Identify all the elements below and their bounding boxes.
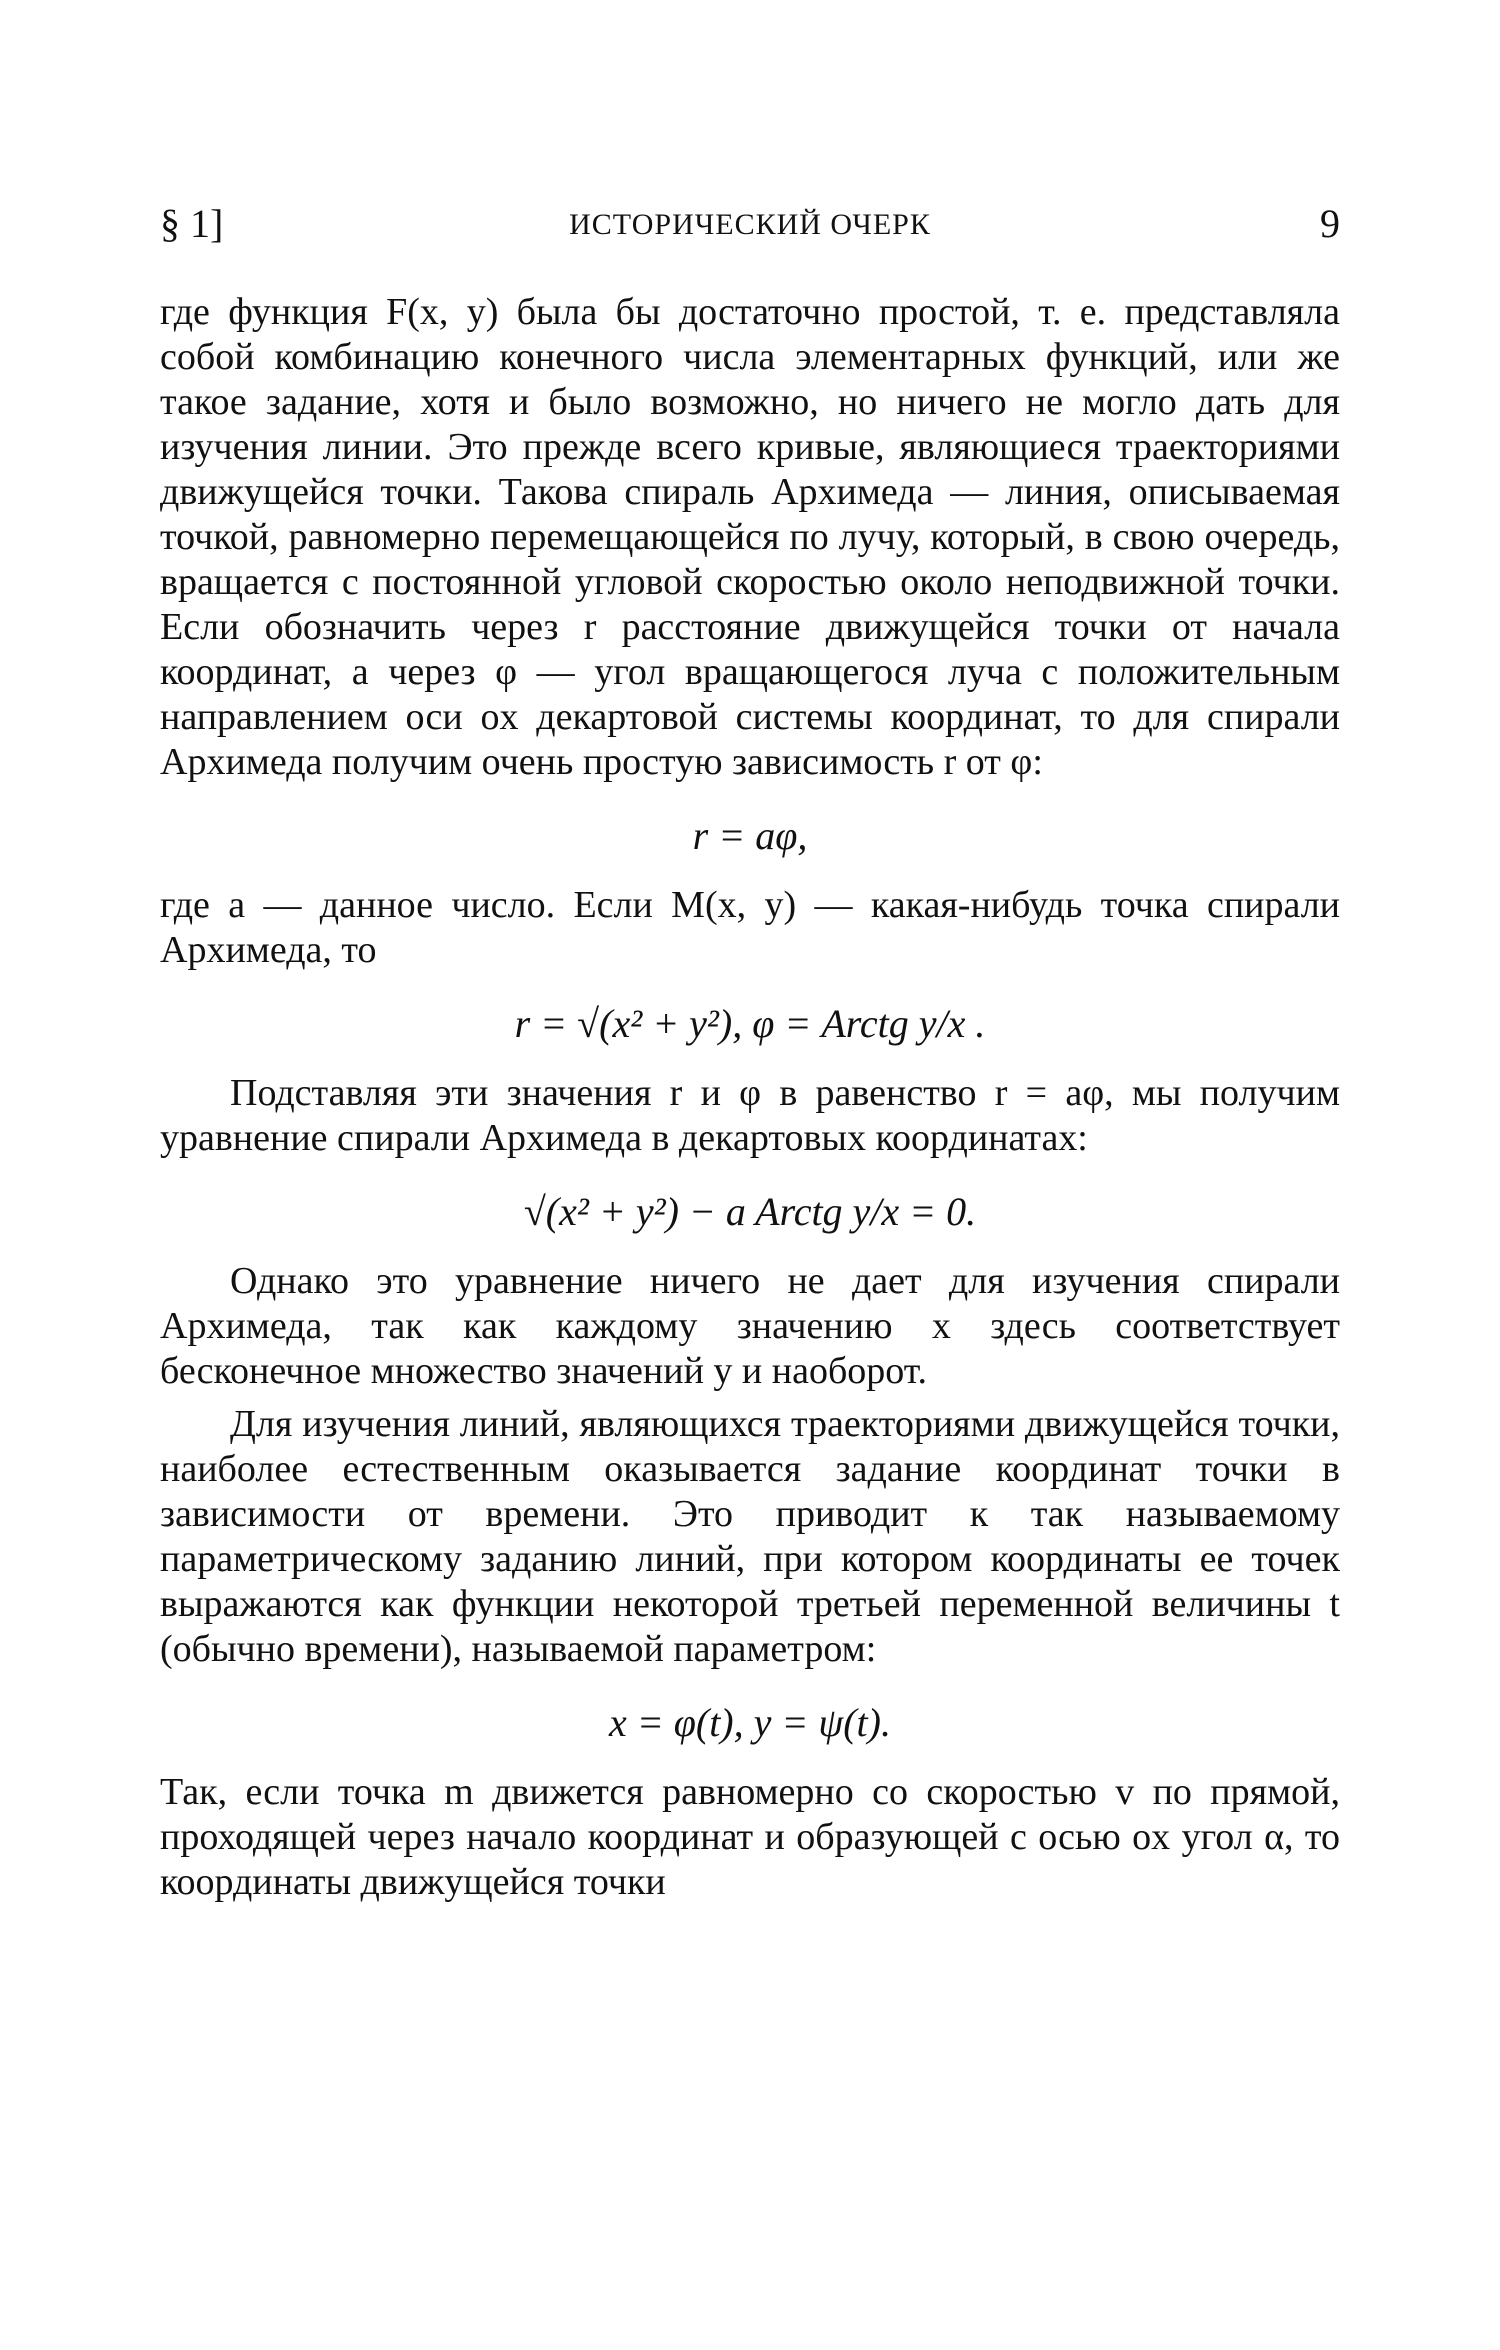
paragraph-5: Для изучения линий, являющихся траекториями движущейся точки, наиболее естественным оказывается задание координат точки в зависимости от времени. Это приводит к так называемому параметрическому заданию линий, при котором координаты ее точек выражаются как функции некоторой третьей переменной величины t (обычно времени), называемой параметром: — [160, 1403, 1340, 1670]
formula-parametric: x = φ(t), y = ψ(t). — [609, 1700, 891, 1745]
running-title: ИСТОРИЧЕСКИЙ ОЧЕРК — [569, 208, 931, 241]
formula-polar-conversion: r = √(x² + y²), φ = Arctg y/x . — [514, 1001, 986, 1046]
formula-archimedes-polar: r = aφ, — [692, 813, 808, 858]
running-header — [160, 200, 1340, 260]
section-marker: § 1] — [160, 201, 224, 246]
paragraph-6: Так, если точка m движется равномерно со скоростью v по прямой, проходящей через начало координат и образующей с осью ox угол α, то координаты движущейся точки — [160, 1771, 1340, 1903]
paragraph-4: Однако это уравнение ничего не дает для изучения спирали Архимеда, так как каждому значению x здесь соответствует бесконечное множество значений y и наоборот. — [160, 1260, 1340, 1392]
formula-cartesian-equation: √(x² + y²) − a Arctg y/x = 0. — [523, 1189, 977, 1234]
paragraph-3: Подставляя эти значения r и φ в равенство r = aφ, мы получим уравнение спирали Архимеда в декартовых координатах: — [160, 1072, 1340, 1159]
page-number: 9 — [1320, 201, 1340, 246]
paragraph-2: где a — данное число. Если M(x, y) — какая-нибудь точка спирали Архимеда, то — [160, 884, 1340, 971]
book-page — [160, 200, 1340, 1905]
paragraph-1: где функция F(x, y) была бы достаточно простой, т. е. представляла собой комбинацию конечного числа элементарных функций, или же такое задание, хотя и было возможно, но ничего не могло дать для изучения линии. Это прежде всего кривые, являющиеся траекториями движущейся точки. Такова спираль Архимеда — линия, описываемая точкой, равномерно перемещающейся по лучу, который, в свою очередь, вращается с постоянной угловой скоростью около неподвижной точки. Если обозначить через r расстояние движущейся точки от начала координат, а через φ — угол вращающегося луча с положительным направлением оси ox декартовой системы координат, то для спирали Архимеда получим очень простую зависимость r от φ: — [160, 291, 1340, 783]
